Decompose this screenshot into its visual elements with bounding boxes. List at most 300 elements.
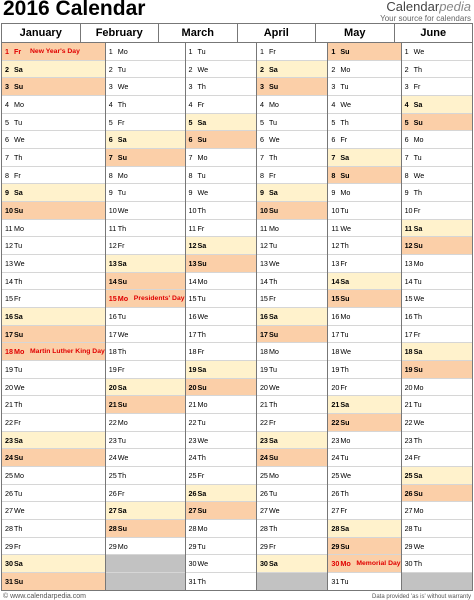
day-cell	[2, 43, 105, 61]
empty-day-cell	[106, 555, 185, 573]
weekday: Mo	[14, 347, 25, 357]
weekday: Sa	[117, 382, 127, 392]
day-cell	[402, 361, 472, 379]
weekday: We	[117, 329, 129, 339]
day-number: 9	[331, 188, 336, 198]
day-cell	[186, 255, 256, 273]
weekday: Tu	[14, 488, 23, 498]
day-number: 21	[404, 400, 413, 410]
day-number: 16	[108, 311, 117, 321]
day-cell	[402, 131, 472, 149]
day-number: 28	[108, 523, 117, 533]
day-cell	[402, 449, 472, 467]
day-number: 18	[188, 347, 197, 357]
weekday: Tu	[413, 276, 422, 286]
day-number: 30	[5, 559, 13, 569]
month-column	[106, 43, 186, 590]
day-number: 10	[259, 205, 268, 215]
day-cell	[2, 149, 105, 167]
weekday: Su	[117, 152, 127, 162]
day-cell	[186, 114, 256, 132]
weekday: Tu	[14, 117, 23, 127]
day-number: 26	[259, 488, 268, 498]
weekday: Su	[117, 276, 127, 286]
weekday: Sa	[268, 188, 278, 198]
weekday: Th	[14, 523, 23, 533]
day-number: 2	[108, 64, 113, 74]
day-number: 12	[5, 241, 13, 251]
day-number: 27	[188, 506, 197, 516]
day-cell	[257, 555, 327, 573]
day-cell	[402, 485, 472, 503]
empty-day-cell	[402, 573, 472, 590]
day-cell	[106, 414, 185, 432]
day-number: 8	[331, 170, 336, 180]
day-cell	[328, 432, 400, 450]
day-cell	[186, 467, 256, 485]
weekday: Sa	[117, 506, 127, 516]
weekday: Th	[340, 241, 349, 251]
footer-disclaimer: Data provided 'as is' without warranty	[371, 594, 471, 600]
day-cell	[328, 184, 400, 202]
day-cell	[106, 485, 185, 503]
day-cell	[328, 414, 400, 432]
weekday: Tu	[268, 488, 278, 498]
day-cell	[257, 78, 327, 96]
day-number: 31	[5, 576, 13, 586]
weekday: Tu	[340, 205, 349, 215]
day-cell	[106, 379, 185, 397]
weekday: Fr	[14, 170, 21, 180]
day-cell	[2, 449, 105, 467]
day-cell	[2, 255, 105, 273]
weekday: Su	[340, 541, 350, 551]
weekday: Fr	[413, 453, 421, 463]
weekday: Fr	[197, 470, 205, 480]
weekday: We	[268, 258, 280, 268]
day-cell	[186, 414, 256, 432]
day-cell	[402, 308, 472, 326]
weekday: We	[340, 223, 352, 233]
day-number: 18	[5, 347, 13, 357]
day-cell	[106, 432, 185, 450]
weekday: Sa	[340, 523, 350, 533]
weekday: Mo	[340, 559, 351, 569]
month-header: February	[81, 24, 160, 42]
day-number: 29	[188, 541, 197, 551]
day-cell	[402, 396, 472, 414]
weekday: Th	[117, 470, 127, 480]
day-cell	[106, 78, 185, 96]
month-column	[2, 43, 106, 590]
day-number: 7	[404, 152, 409, 162]
day-number: 8	[108, 170, 113, 180]
holiday-label: Martin Luther King Day	[30, 348, 105, 356]
day-number: 15	[404, 294, 413, 304]
day-number: 12	[404, 241, 413, 251]
brand-name-accent: pedia	[439, 0, 471, 14]
day-number: 22	[259, 417, 268, 427]
weekday: Tu	[268, 241, 278, 251]
day-number: 23	[5, 435, 13, 445]
day-cell	[2, 290, 105, 308]
day-number: 5	[108, 117, 113, 127]
month-column	[328, 43, 401, 590]
day-number: 18	[404, 347, 413, 357]
day-number: 23	[188, 435, 197, 445]
day-cell	[402, 220, 472, 238]
weekday: Mo	[14, 470, 24, 480]
day-number: 9	[259, 188, 264, 198]
day-number: 27	[5, 506, 13, 516]
day-number: 6	[331, 135, 336, 145]
weekday: Fr	[413, 205, 421, 215]
day-cell	[402, 78, 472, 96]
day-number: 1	[5, 46, 9, 56]
day-cell	[2, 520, 105, 538]
day-number: 4	[108, 99, 113, 109]
weekday: Su	[413, 241, 423, 251]
weekday: Su	[340, 46, 350, 56]
day-number: 14	[259, 276, 268, 286]
day-number: 13	[5, 258, 13, 268]
weekday: Su	[14, 205, 24, 215]
day-number: 1	[259, 46, 264, 56]
day-cell	[186, 167, 256, 185]
month-header: January	[2, 24, 81, 42]
weekday: Tu	[14, 364, 23, 374]
day-cell	[402, 167, 472, 185]
day-cell	[328, 220, 400, 238]
weekday: Fr	[413, 82, 421, 92]
weekday: Su	[268, 329, 279, 339]
day-number: 25	[108, 470, 117, 480]
day-number: 19	[5, 364, 13, 374]
day-number: 29	[404, 541, 413, 551]
day-number: 22	[5, 417, 13, 427]
weekday: Su	[14, 576, 24, 586]
day-number: 14	[5, 276, 13, 286]
day-cell	[402, 520, 472, 538]
weekday: Th	[340, 364, 349, 374]
weekday: Su	[340, 417, 350, 427]
day-number: 6	[259, 135, 264, 145]
day-cell	[257, 149, 327, 167]
weekday: Fr	[117, 241, 125, 251]
month-header-row	[1, 23, 473, 43]
day-cell	[2, 414, 105, 432]
day-number: 26	[404, 488, 413, 498]
day-number: 15	[5, 294, 13, 304]
day-number: 5	[5, 117, 9, 127]
day-number: 12	[188, 241, 197, 251]
month-header: April	[238, 24, 317, 42]
day-cell	[257, 361, 327, 379]
day-cell	[106, 167, 185, 185]
day-cell	[2, 396, 105, 414]
day-cell	[2, 184, 105, 202]
weekday: Mo	[117, 417, 128, 427]
day-cell	[328, 202, 400, 220]
weekday: Sa	[197, 241, 207, 251]
day-cell	[2, 379, 105, 397]
day-cell	[257, 184, 327, 202]
day-number: 12	[108, 241, 117, 251]
weekday: Su	[14, 453, 24, 463]
day-number: 20	[108, 382, 117, 392]
weekday: Fr	[14, 46, 22, 56]
weekday: Mo	[197, 400, 208, 410]
holiday-label: New Year's Day	[30, 47, 80, 55]
day-cell	[402, 414, 472, 432]
day-cell	[186, 273, 256, 291]
day-cell	[186, 149, 256, 167]
weekday: Th	[340, 488, 349, 498]
day-number: 17	[5, 329, 13, 339]
day-number: 21	[331, 400, 340, 410]
weekday: Tu	[413, 523, 422, 533]
day-number: 19	[108, 364, 117, 374]
day-number: 20	[404, 382, 413, 392]
day-cell	[106, 131, 185, 149]
day-number: 28	[404, 523, 413, 533]
weekday: We	[197, 435, 209, 445]
day-number: 2	[404, 64, 409, 74]
day-cell	[328, 131, 400, 149]
day-number: 15	[331, 294, 340, 304]
weekday: Th	[413, 64, 422, 74]
day-cell	[402, 61, 472, 79]
day-cell	[2, 432, 105, 450]
weekday: Su	[197, 135, 207, 145]
weekday: Th	[117, 99, 127, 109]
day-cell	[106, 520, 185, 538]
day-number: 30	[188, 559, 197, 569]
day-cell	[257, 326, 327, 344]
weekday: Fr	[117, 364, 125, 374]
day-cell	[2, 78, 105, 96]
weekday: Tu	[413, 152, 422, 162]
day-cell	[2, 237, 105, 255]
day-number: 30	[331, 559, 340, 569]
weekday: Tu	[197, 417, 206, 427]
day-cell	[257, 467, 327, 485]
day-number: 25	[259, 470, 268, 480]
day-cell	[2, 220, 105, 238]
day-cell	[186, 485, 256, 503]
day-number: 24	[331, 453, 340, 463]
weekday: Th	[197, 82, 206, 92]
day-number: 7	[331, 152, 336, 162]
day-number: 25	[188, 470, 197, 480]
day-cell	[328, 396, 400, 414]
weekday: Mo	[413, 506, 424, 516]
day-number: 24	[188, 453, 197, 463]
weekday: Tu	[197, 170, 206, 180]
day-cell	[257, 343, 327, 361]
day-cell	[257, 202, 327, 220]
weekday: Sa	[413, 99, 423, 109]
day-number: 17	[188, 329, 197, 339]
day-cell	[257, 255, 327, 273]
weekday: We	[268, 506, 280, 516]
day-number: 26	[5, 488, 13, 498]
day-cell	[106, 184, 185, 202]
day-cell	[257, 449, 327, 467]
day-cell	[106, 343, 185, 361]
day-number: 9	[108, 188, 113, 198]
day-number: 12	[259, 241, 268, 251]
day-number: 1	[331, 46, 336, 56]
day-cell	[402, 237, 472, 255]
day-number: 23	[331, 435, 340, 445]
day-number: 8	[404, 170, 409, 180]
day-cell	[257, 273, 327, 291]
weekday: Su	[197, 258, 207, 268]
day-cell	[106, 149, 185, 167]
weekday: Sa	[340, 400, 350, 410]
weekday: Mo	[340, 64, 351, 74]
day-cell	[2, 502, 105, 520]
day-number: 3	[188, 82, 193, 92]
day-number: 20	[259, 382, 268, 392]
day-cell	[106, 308, 185, 326]
weekday: Th	[197, 329, 206, 339]
weekday: We	[413, 46, 425, 56]
weekday: Tu	[197, 294, 206, 304]
weekday: Fr	[340, 135, 348, 145]
day-number: 6	[5, 135, 9, 145]
weekday: Fr	[14, 541, 21, 551]
day-cell	[106, 290, 185, 308]
day-cell	[257, 220, 327, 238]
month-header: May	[316, 24, 395, 42]
day-cell	[257, 538, 327, 556]
weekday: Mo	[117, 170, 128, 180]
day-cell	[402, 502, 472, 520]
weekday: Su	[14, 82, 24, 92]
day-cell	[106, 326, 185, 344]
day-cell	[106, 255, 185, 273]
day-number: 19	[404, 364, 413, 374]
weekday: Mo	[197, 152, 208, 162]
page-title: 2016 Calendar	[3, 0, 146, 20]
day-cell	[328, 379, 400, 397]
weekday: Sa	[413, 347, 423, 357]
day-number: 11	[188, 223, 196, 233]
weekday: Mo	[268, 470, 279, 480]
day-number: 12	[331, 241, 340, 251]
month-header: June	[420, 27, 447, 39]
weekday: Fr	[268, 46, 276, 56]
day-cell	[328, 520, 400, 538]
weekday: Fr	[197, 347, 205, 357]
day-number: 13	[404, 258, 413, 268]
day-cell	[402, 43, 472, 61]
day-number: 15	[108, 294, 117, 304]
weekday: We	[340, 99, 352, 109]
day-number: 6	[404, 135, 409, 145]
weekday: We	[197, 559, 209, 569]
day-number: 7	[5, 152, 9, 162]
month-header: March	[159, 24, 238, 42]
day-cell	[402, 290, 472, 308]
day-cell	[186, 61, 256, 79]
weekday: Mo	[340, 311, 351, 321]
weekday: Th	[14, 276, 23, 286]
weekday: Tu	[340, 453, 349, 463]
day-cell	[257, 432, 327, 450]
day-cell	[257, 114, 327, 132]
day-number: 13	[259, 258, 268, 268]
day-cell	[257, 96, 327, 114]
brand-name	[380, 0, 471, 14]
day-number: 28	[188, 523, 197, 533]
day-cell	[186, 502, 256, 520]
day-number: 8	[5, 170, 9, 180]
day-cell	[402, 343, 472, 361]
day-number: 31	[331, 576, 340, 586]
day-cell	[257, 502, 327, 520]
weekday: Fr	[268, 170, 276, 180]
day-cell	[186, 78, 256, 96]
day-cell	[402, 114, 472, 132]
day-cell	[106, 43, 185, 61]
day-number: 25	[331, 470, 340, 480]
empty-day-cell	[257, 573, 327, 590]
day-number: 14	[188, 276, 197, 286]
day-cell	[2, 61, 105, 79]
day-number: 3	[404, 82, 409, 92]
day-cell	[186, 379, 256, 397]
day-cell	[328, 255, 400, 273]
day-number: 24	[404, 453, 413, 463]
holiday-label: Presidents' Day	[133, 295, 185, 303]
day-cell	[2, 485, 105, 503]
weekday: Mo	[268, 347, 279, 357]
day-cell	[402, 255, 472, 273]
day-cell	[2, 467, 105, 485]
day-cell	[2, 114, 105, 132]
day-cell	[2, 96, 105, 114]
weekday: Su	[268, 82, 279, 92]
day-number: 11	[5, 223, 13, 233]
footer-copyright: © www.calendarpedia.com	[3, 593, 86, 600]
day-number: 16	[188, 311, 197, 321]
day-cell	[257, 131, 327, 149]
day-cell	[402, 184, 472, 202]
weekday: Th	[268, 523, 278, 533]
day-number: 8	[259, 170, 264, 180]
weekday: Fr	[197, 223, 205, 233]
weekday: Su	[340, 170, 350, 180]
day-cell	[257, 414, 327, 432]
month-column	[257, 43, 328, 590]
month-column	[402, 43, 472, 590]
weekday: Th	[14, 400, 23, 410]
day-number: 29	[331, 541, 340, 551]
day-cell	[2, 573, 105, 590]
day-cell	[2, 326, 105, 344]
weekday: We	[340, 470, 352, 480]
weekday: Fr	[268, 417, 276, 427]
day-number: 14	[404, 276, 413, 286]
day-cell	[186, 326, 256, 344]
day-number: 29	[108, 541, 117, 551]
weekday: Fr	[14, 417, 21, 427]
weekday: Mo	[14, 99, 24, 109]
weekday: Mo	[117, 541, 128, 551]
